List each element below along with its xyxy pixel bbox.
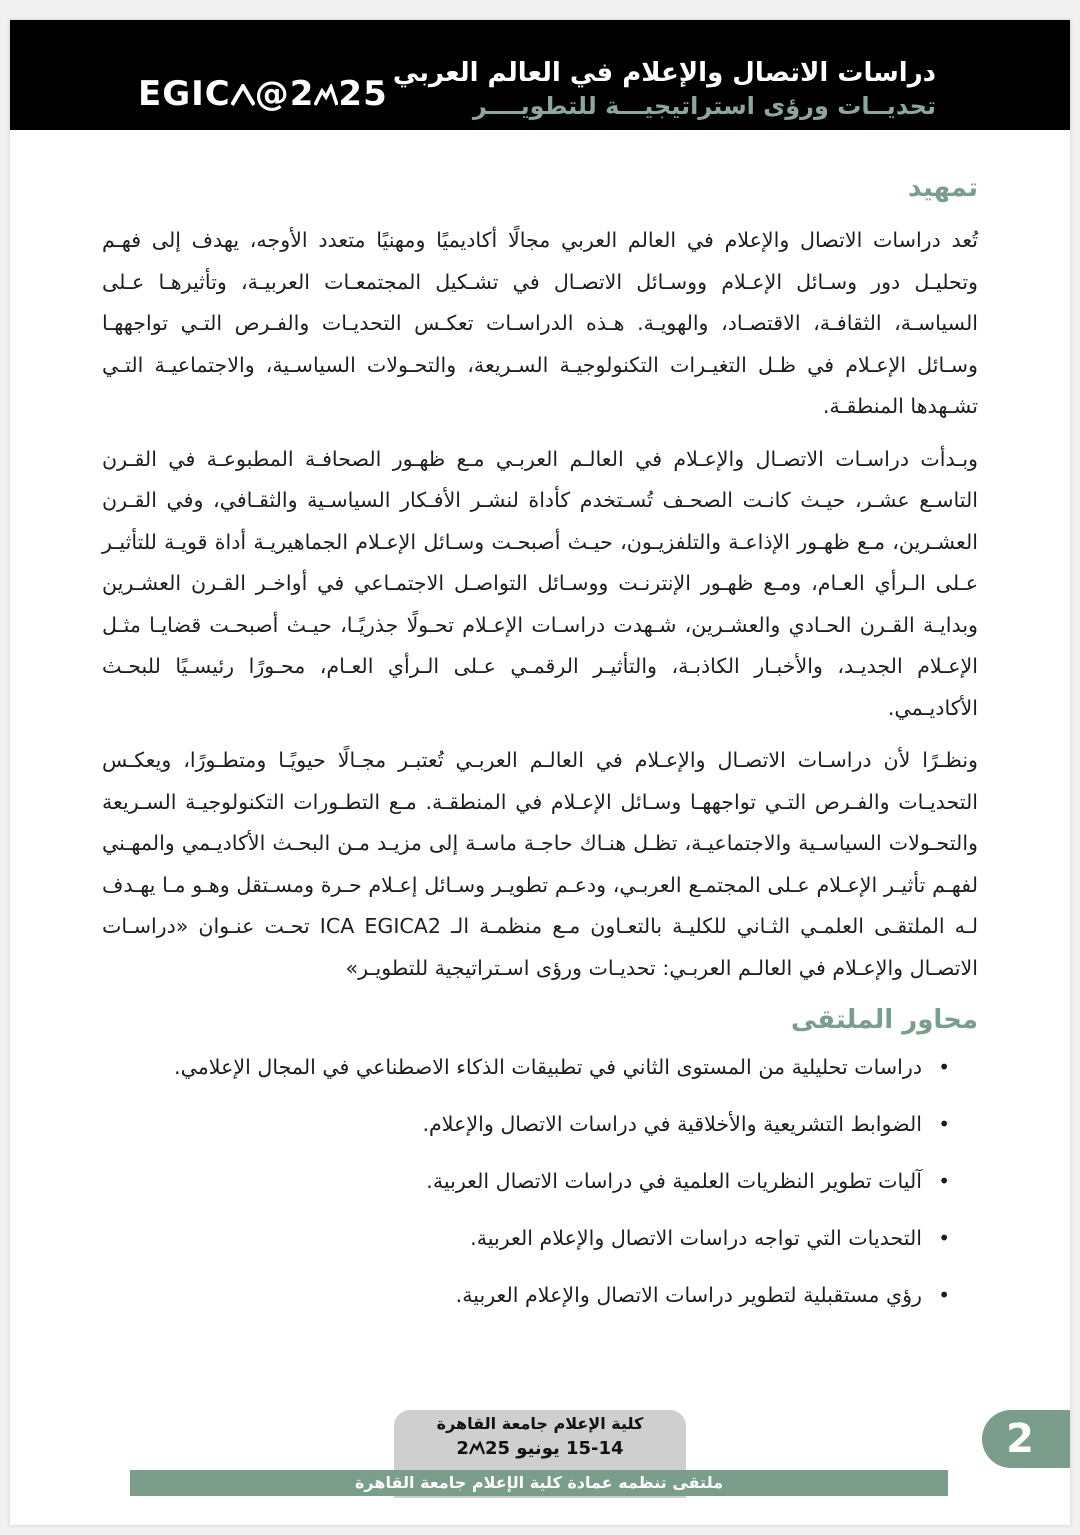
footer-venue: كلية الإعلام جامعة القاهرة (436, 1414, 644, 1433)
list-item-text: آليات تطوير النظريات العلمية في دراسات الاتصال العربية. (426, 1169, 922, 1193)
footer-dates (394, 1436, 686, 1462)
list-item-text: الضوابط التشريعية والأخلاقية في دراسات الاتصال والإعلام. (422, 1112, 922, 1136)
footer-dates-text: 15-14 يونيو (516, 1438, 624, 1459)
intro-paragraph-2: وبـدأت دراسـات الاتصـال والإعـلام في العالـم العربـي مـع ظهـور الصحافـة المطبوعـة في القـرن التاسـع عشـر، حيـث كانـت الصحـف تُسـتخدم كأداة لنشـر الأفـكار السياسـية والثقـافي، وفي القـرن العشـرين، مـع ظهـور الإذاعـة والتلفزيـون، حيـث أصبحـت وسـائل الإعـلام الجماهيريـة أداة قويـة للتأثيـر عـلى الـرأي العـام، ومـع ظهـور الإنترنـت ووسـائل التواصـل الاجتمـاعي في أواخـر القـرن العشـرين وبدايـة القـرن الحـادي والعشـرين، شـهدت دراسـات الإعـلام تحـولًا جذريًـا، حيـث أصبحـت قضايـا مثـل الإعـلام الجديـد، والأخبـار الكاذبـة، والتأثيـر الرقمـي عـلى الـرأي العـام، محـورًا رئيسـيًا للبحـث الأكاديـمي. (102, 446, 978, 720)
footer-organizer-bar: ملتقى تنظمه عمادة كلية الإعلام جامعة القاهرة (130, 1470, 948, 1496)
list-item (102, 1052, 950, 1082)
header-title: دراسات الاتصال والإعلام في العالم العربي (392, 58, 936, 88)
logo-text-at2: @2 (254, 74, 315, 114)
bullet-icon: • (938, 1283, 950, 1307)
page-number-badge (982, 1410, 1070, 1468)
intro-paragraph-3: ونظـرًا لأن دراسـات الاتصـال والإعـلام في العالـم العربـي تُعتبـر مجـالًا حيويًـا ومتطـورًا، ويعكـس التحديـات والفـرص التـي تواجههـا وسـائل الإعـلام في المنطقـة. مـع التطـورات التكنولوجيـة السـريعة والتحـولات السياسـية والاجتماعيـة، تظـل هنـاك حاجـة ماسـة إلى مزيـد مـن البحـث الأكاديـمي والمهـني لفهـم تأثيـر الإعـلام عـلى المجتمـع العربـي، ودعـم تطويـر وسـائل إعـلام حـرة ومسـتقل وهـو مـا يهـدف لـه الملتقـى العلمـي الثـاني للكليـة بالتعـاون مـع منظمـة الـ ICA EGICA2 تحـت عنـوان «دراسـات الاتصـال والإعـلام في العالـم العربـي: تحديـات ورؤى اسـتراتيجية للتطويـر» (102, 748, 978, 980)
list-item-text: دراسات تحليلية من المستوى الثاني في تطبيقات الذكاء الاصطناعي في المجال الإعلامي. (174, 1055, 922, 1079)
list-item-text: التحديات التي تواجه دراسات الاتصال والإعلام العربية. (470, 1226, 922, 1250)
intro-paragraph-1: تُعد دراسات الاتصال والإعلام في العالم العربي مجالًا أكاديميًا ومهنيًا متعدد الأوجه، يهدف إلى فهـم وتحليـل دور وسـائل الإعـلام ووسـائل الاتصـال في تشـكيل المجتمعـات العربيـة، وتأثيرهـا عـلى السياسـة، الثقافـة، الاقتصـاد، والهويـة. هـذه الدراسـات تعكـس التحديـات والفـرص التـي تواجههـا وسـائل الإعـلام في ظـل التغيـرات التكنولوجيـة السـريعة، والتحـولات السياسـية، والاجتماعيـة التـي تشـهدها المنطقـة. (102, 228, 978, 418)
footer-year-left: 2 (456, 1438, 469, 1459)
axes-list (102, 1052, 978, 1310)
list-item (102, 1223, 950, 1253)
mountain-zero-icon (314, 84, 338, 106)
bullet-icon: • (938, 1226, 950, 1250)
logo-text-egic: EGIC (138, 74, 231, 114)
list-item (102, 1109, 950, 1139)
axes-heading: محاور الملتقى (790, 1005, 978, 1035)
bullet-icon: • (938, 1169, 950, 1193)
egica-logo (138, 74, 388, 114)
footer-year-right: 25 (484, 1438, 511, 1459)
header-subtitle: تحديــات ورؤى استراتيجيـــة للتطويــــر (472, 92, 936, 120)
bullet-icon: • (938, 1055, 950, 1079)
page-header (10, 20, 1070, 130)
bullet-icon: • (938, 1112, 950, 1136)
list-item (102, 1280, 950, 1310)
footer-year (456, 1438, 510, 1459)
main-content (102, 168, 978, 1337)
mountain-zero-icon (469, 1441, 485, 1455)
page-number: 2 (1006, 1416, 1034, 1462)
document-page (10, 20, 1070, 1525)
list-item-text: رؤي مستقبلية لتطوير دراسات الاتصال والإعلام العربية. (455, 1283, 922, 1307)
list-item (102, 1166, 950, 1196)
intro-heading: تمهيد (908, 173, 978, 203)
logo-text-25: 25 (338, 74, 388, 114)
mountain-a-icon (231, 84, 255, 106)
